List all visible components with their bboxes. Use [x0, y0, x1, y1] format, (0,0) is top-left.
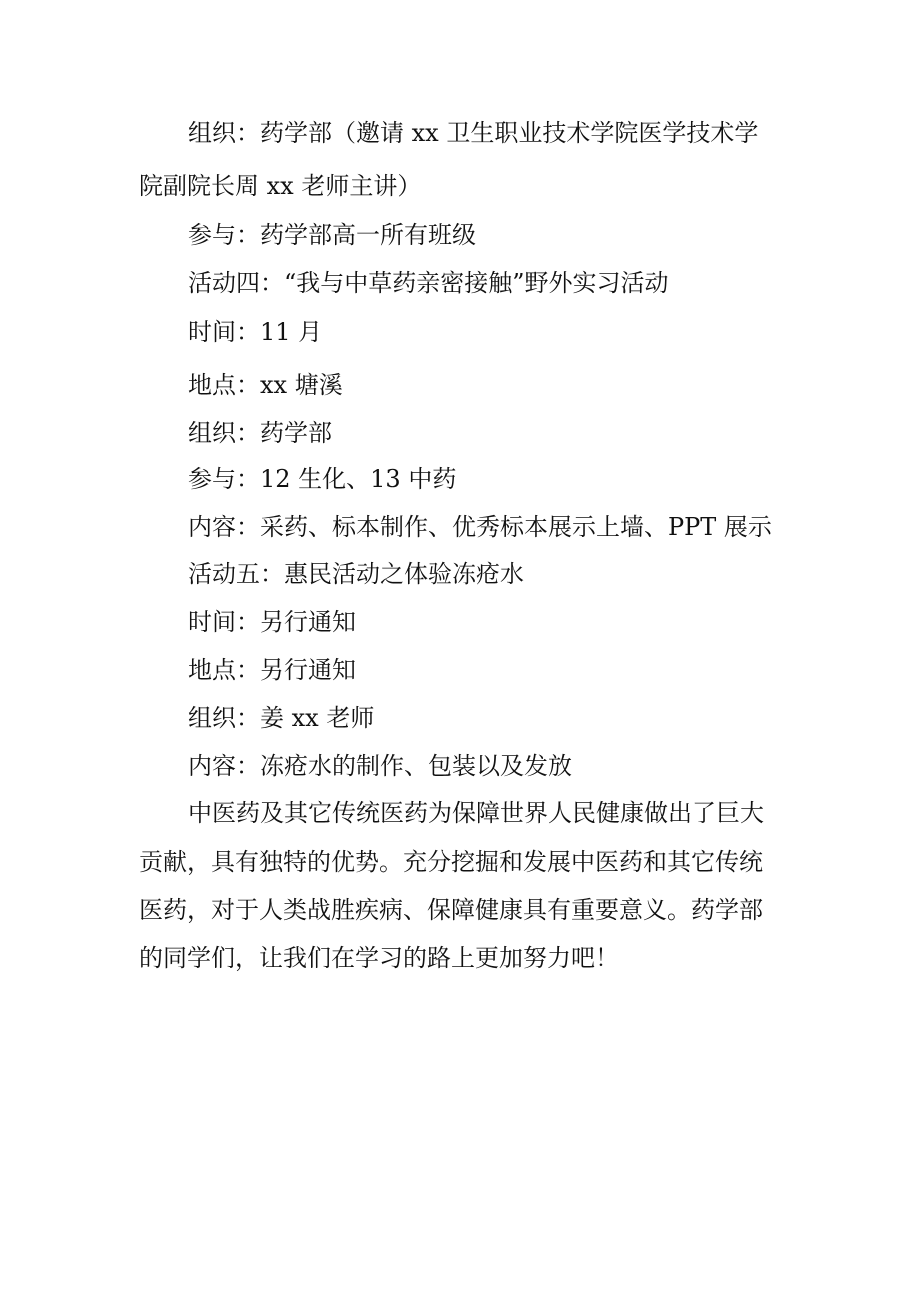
location-line-2: 地点：另行通知	[188, 656, 356, 684]
closing-paragraph-line-4: 的同学们，让我们在学习的路上更加努力吧！	[139, 944, 619, 972]
participants-line: 参与：药学部高一所有班级	[188, 221, 476, 249]
time-line: 时间：11 月	[188, 318, 323, 346]
closing-paragraph-line-3: 医药，对于人类战胜疾病、保障健康具有重要意义。药学部	[139, 896, 763, 924]
closing-paragraph-line-2: 贡献，具有独特的优势。充分挖掘和发展中医药和其它传统	[139, 848, 763, 876]
activity-five-heading: 活动五：惠民活动之体验冻疮水	[188, 560, 524, 588]
participants-line-2: 参与：12 生化、13 中药	[188, 465, 457, 493]
closing-paragraph-line-1: 中医药及其它传统医药为保障世界人民健康做出了巨大	[188, 799, 764, 827]
location-line: 地点：xx 塘溪	[188, 371, 343, 399]
organizer-line-3: 组织：姜 xx 老师	[188, 704, 375, 732]
content-line: 内容：采药、标本制作、优秀标本展示上墙、PPT 展示	[188, 513, 772, 541]
activity-four-heading: 活动四：“我与中草药亲密接触”野外实习活动	[188, 269, 669, 297]
organizer-line: 组织：药学部（邀请 xx 卫生职业技术学院医学技术学	[188, 119, 759, 147]
content-line-2: 内容：冻疮水的制作、包装以及发放	[188, 752, 572, 780]
organizer-line-2: 组织：药学部	[188, 419, 332, 447]
time-line-2: 时间：另行通知	[188, 608, 356, 636]
organizer-line-continued: 院副院长周 xx 老师主讲）	[139, 172, 422, 200]
